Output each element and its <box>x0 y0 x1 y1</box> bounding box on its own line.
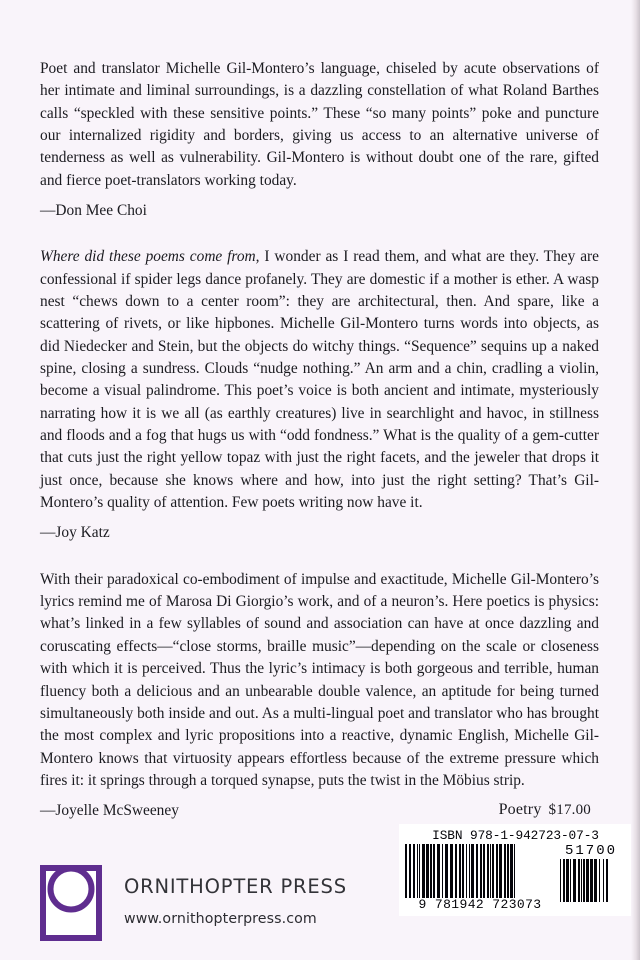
blurb-text <box>40 569 599 792</box>
ornithopter-logo-icon <box>40 865 102 941</box>
cover-footer <box>0 792 640 960</box>
barcode-row <box>405 844 626 912</box>
blurb-list <box>40 58 599 823</box>
ean13-digits: 9 781942 723073 <box>418 897 542 912</box>
blurb-body: Poet and translator Michelle Gil-Montero’s language, chiseled by acute observations of her intimate and liminal surroundings, is a dazzling constellation of what Roland Barthes calls “speckled with these sensitive points.” These “so many points” poke and puncture our internalized rigidity and borders, giving us access to an alternative universe of tenderness as well as vulnerability. Gil-Montero is without doubt one of the rare, gifted and fierce poet-translators working today. <box>40 60 599 189</box>
isbn-text: ISBN 978-1-942723-07-3 <box>432 828 599 843</box>
category-label: Poetry <box>498 801 542 818</box>
price-line <box>499 801 591 819</box>
addon-barcode <box>560 859 626 902</box>
price-amount: $17.00 <box>548 802 591 818</box>
blurb-lead-italic: Where did these poems come from, <box>40 248 260 266</box>
blurb-attribution: —Don Mee Choi <box>40 202 147 220</box>
blurb-spacer <box>40 552 599 569</box>
blurb-attribution: —Joy Katz <box>40 524 110 542</box>
barcode-block <box>399 824 631 916</box>
publisher-url[interactable]: www.ornithopterpress.com <box>124 911 317 927</box>
ean13-barcode <box>405 844 555 898</box>
addon-digits: 51700 <box>564 843 617 859</box>
blurb-body: With their paradoxical co-embodiment of impulse and exactitude, Michelle Gil-Montero’s lyrics remind me of Marosa Di Giorgio’s work, and of a neuron’s. Here poetics is physics: what’s linked in a few syllables of sound and association can have at once dazzling and coruscating effects—“close storms, braille music”—depending on the scale or closeness with which it is perceived. Thus the lyric’s intimacy is both gorgeous and terrible, human fluency both a delicious and an unbearable double valence, an aptitude for being turned simultaneously both inside and out. As a multi-lingual poet and translator who has brought the most complex and lyric propositions into a reactive, dynamic English, Michelle Gil-Montero knows that virtuosity appears effortless because of the extreme pressure which fires it: it springs through a torqued synapse, puts the twist in the Möbius strip. <box>40 570 599 789</box>
blurb-joy-katz <box>40 246 599 544</box>
publisher-lockup <box>40 865 347 941</box>
blurb-attribution: —Joyelle McSweeney <box>40 802 179 820</box>
barcode-addon <box>556 844 626 902</box>
blurb-text <box>40 246 599 514</box>
blurb-don-mee-choi <box>40 58 599 222</box>
publisher-name: ORNITHOPTER PRESS <box>124 875 347 898</box>
blurb-spacer <box>40 229 599 246</box>
blurb-text <box>40 58 599 192</box>
blurb-joyelle-mcsweeney <box>40 569 599 823</box>
blurb-body: I wonder as I read them, and what are they. They are confessional if spider legs dance profanely. They are domestic if a mother is ether. A wasp nest “chews down to a center room”: they are architectural, then. And spare, like a scattering of rivets, or like hipbones. Michelle Gil-Montero turns words into objects, as did Niedecker and Stein, but the objects do witchy things. “Sequence” sequins up a naked spine, closing a sundress. Clouds “nudge nothing.” An arm and a chin, cradling a violin, become a visual palindrome. This poet’s voice is both ancient and intimate, mysteriously narrating how it is we all (as earthly creatures) live in searchlight and havoc, in stillness and floods and a fog that hugs us with “odd fondness.” What is the quality of a gem-cutter that cuts just the right yellow topaz with just the right facets, and the jeweler that drops it just once, because she knows where and how, into just the right setting? That’s Gil-Montero’s quality of attention. Few poets writing now have it. <box>40 248 599 512</box>
publisher-names <box>124 875 347 931</box>
